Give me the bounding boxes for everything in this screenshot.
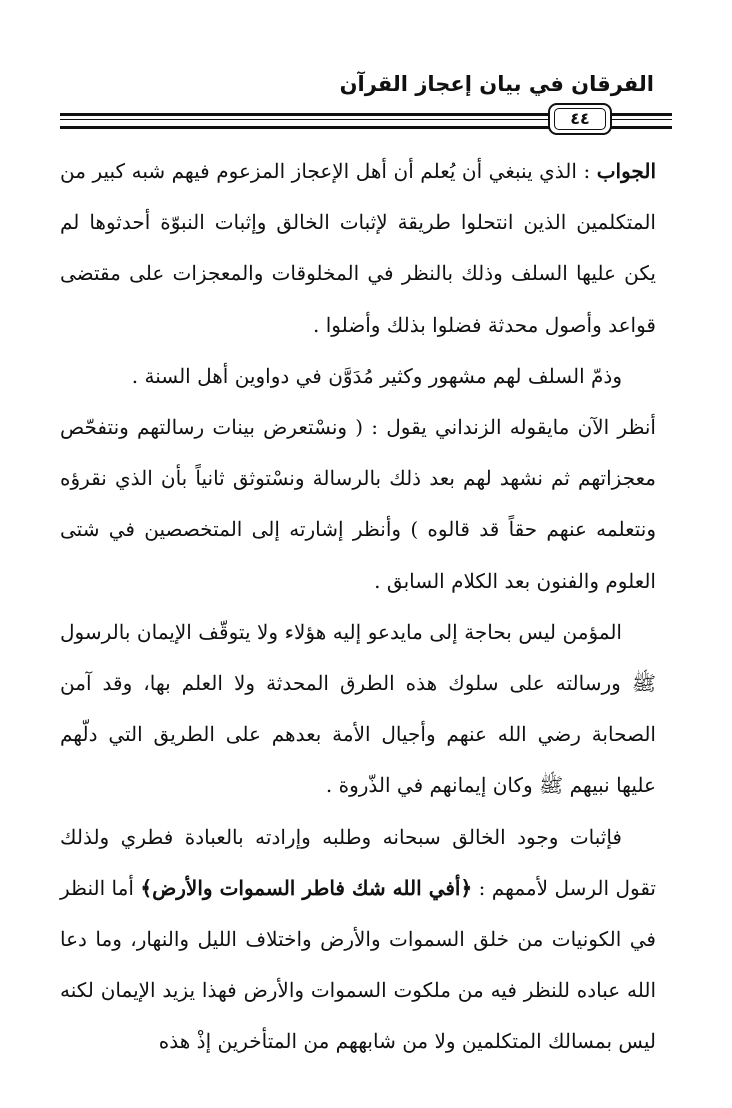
body-text xyxy=(60,146,656,1068)
paragraph-zindani-quote xyxy=(60,402,656,607)
page-number-frame xyxy=(548,103,612,135)
paragraph-text: المؤمن ليس بحاجة إلى مايدعو إليه هؤلاء ولا يتوقّف الإيمان بالرسول ﷺ ورسالته على سلوك هذه الطرق المحدثة ولا العلم بها، وقد آمن الصحابة رضي الله عنهم وأجيال الأمة بعدهم على الطريق التي دلّهم عليها نبيهم ﷺ وكان إيمانهم في الذّروة . xyxy=(60,619,656,798)
paragraph-salaf-criticism xyxy=(60,351,656,402)
paragraph-text-before: فإثبات وجود الخالق سبحانه وطلبه وإرادته بالعبادة فطري ولذلك تقول الرسل لأممهم : xyxy=(60,824,657,900)
page-number: ٤٤ xyxy=(554,108,606,130)
paragraph-text: أنظر الآن مايقوله الزنداني يقول : ( ونسْتعرض بينات رسالتهم ونتفحّص معجزاتهم ثم نشهد لهم بعد ذلك بالرسالة ونسْتوثق ثانياً بأن الذي نقرؤه ونتعلمه عنهم حقاً قد قالوه ) وأنظر إشارته إلى المتخصصين في شتى العلوم والفنون بعد الكلام السابق . xyxy=(60,415,656,593)
running-title: الفرقان في بيان إعجاز القرآن xyxy=(339,72,654,96)
answer-lead-word: الجواب xyxy=(596,159,656,183)
paragraph-text-after: أما النظر في الكونيات من خلق السموات والأرض واختلاف الليل والنهار، وما دعا الله عباده للنظر فيه من ملكوت السموات والأرض فهذا يزيد الإيمان لكنه ليس بمسالك المتكلمين ولا من شابههم من المتأخرين إذْ هذه xyxy=(60,875,656,1054)
paragraph-believer xyxy=(60,607,656,812)
paragraph-creator-proof xyxy=(60,812,656,1068)
paragraph-answer xyxy=(60,146,656,351)
paragraph-text: : الذي ينبغي أن يُعلم أن أهل الإعجاز المزعوم فيهم شبه كبير من المتكلمين الذين انتحلوا طريقة لإثبات الخالق وإثبات النبوّة أحدثوها لم يكن عليها السلف وذلك بالنظر في المخلوقات والمعجزات على مقتضى قواعد وأصول محدثة فضلوا بذلك وأضلوا . xyxy=(60,159,656,337)
paragraph-text: وذمّ السلف لهم مشهور وكثير مُدَوَّن في دواوين أهل السنة . xyxy=(131,363,622,388)
quran-verse: ﴿أفي الله شك فاطر السموات والأرض﴾ xyxy=(140,875,473,900)
